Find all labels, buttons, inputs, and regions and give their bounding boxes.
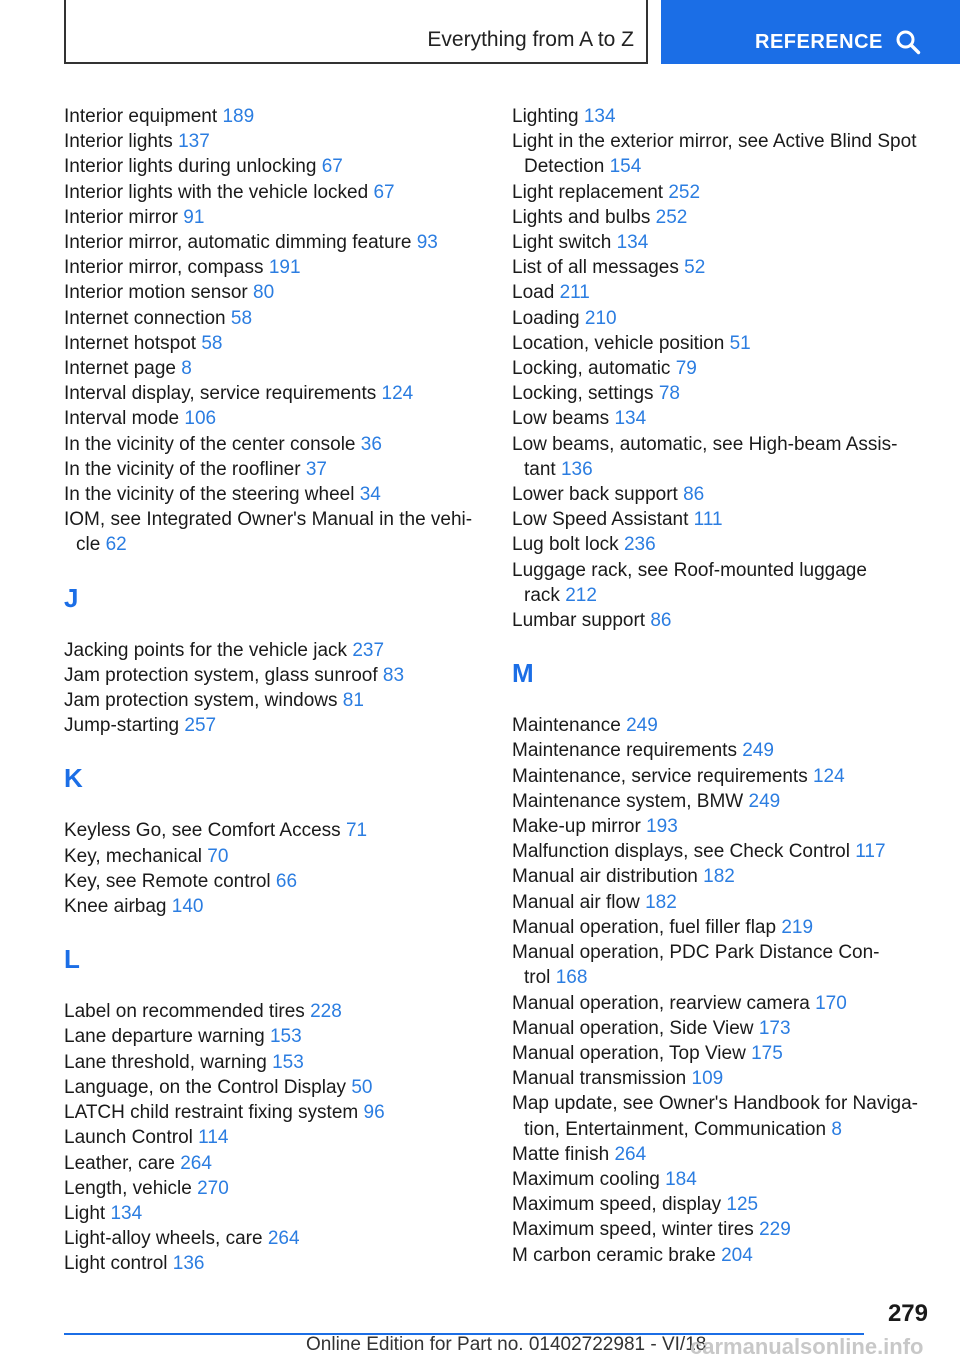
- index-entry-text: Manual air distribution: [512, 866, 698, 888]
- index-entry-text: Launch Control: [64, 1127, 193, 1149]
- index-entry: [512, 180, 932, 205]
- index-page-link[interactable]: 86: [650, 610, 672, 632]
- index-page-link[interactable]: 80: [253, 282, 275, 304]
- index-entry: [64, 457, 484, 482]
- index-page-link[interactable]: 204: [721, 1244, 753, 1266]
- index-entry-continuation: tant: [524, 458, 556, 480]
- index-entry-text: Internet hotspot: [64, 332, 197, 354]
- index-entry-text: Manual operation, fuel filler flap: [512, 916, 777, 938]
- index-page-link[interactable]: 109: [691, 1068, 724, 1090]
- index-entry-text: Knee airbag: [64, 896, 167, 918]
- index-entry: [64, 1151, 484, 1176]
- index-entry-text: Jam protection system, windows: [64, 690, 338, 712]
- index-entry-text: Interval display, service requirements: [64, 383, 377, 405]
- index-entry: [512, 1142, 932, 1167]
- index-entry: [64, 999, 484, 1024]
- index-page-link[interactable]: 249: [748, 790, 781, 812]
- index-page-link[interactable]: 134: [583, 106, 616, 127]
- index-entry-text: Interior lights: [64, 131, 173, 153]
- index-entry-text: Interior equipment: [64, 106, 218, 127]
- index-page-link[interactable]: 96: [363, 1102, 385, 1124]
- index-entry: [64, 713, 484, 738]
- index-entry: [512, 713, 932, 738]
- index-entry-text: Light in the exterior mirror, see Active Blind Spot: [512, 131, 917, 153]
- index-entry: [64, 638, 484, 663]
- header-section-box: [64, 0, 648, 64]
- index-entry: [64, 230, 484, 255]
- index-page-link[interactable]: 114: [198, 1127, 229, 1149]
- index-page-link[interactable]: 153: [272, 1051, 304, 1073]
- index-entry-text: Maintenance, service requirements: [512, 765, 808, 787]
- index-page-link[interactable]: 140: [171, 896, 204, 918]
- index-entry: [512, 864, 932, 889]
- index-entry: [512, 532, 932, 557]
- index-entry: [512, 915, 932, 940]
- index-page-link[interactable]: 83: [382, 664, 405, 686]
- index-page-link[interactable]: 51: [729, 332, 751, 354]
- index-entry: [512, 230, 932, 255]
- index-entry-text: Matte finish: [512, 1143, 610, 1165]
- index-page-link[interactable]: 184: [665, 1168, 697, 1190]
- index-page-link[interactable]: 270: [197, 1177, 229, 1199]
- index-entry: [512, 839, 932, 864]
- index-page-link[interactable]: 211: [559, 282, 590, 304]
- index-entry-text: Manual operation, Side View: [512, 1017, 754, 1039]
- index-entry-text: Lane departure warning: [64, 1026, 265, 1048]
- index-entry: [512, 1066, 932, 1091]
- index-entry: [512, 1243, 932, 1268]
- index-page-link[interactable]: 134: [110, 1202, 143, 1224]
- index-entry-text: In the vicinity of the steering wheel: [64, 484, 355, 506]
- index-entry-text: Luggage rack, see Roof-mounted luggage: [512, 559, 867, 581]
- index-letter-heading: M: [512, 658, 534, 689]
- index-entry: [512, 558, 932, 608]
- index-page-link[interactable]: 71: [345, 820, 368, 842]
- index-column-left: [64, 104, 484, 1277]
- index-entry-text: Maximum cooling: [512, 1168, 660, 1190]
- index-entry: [512, 507, 932, 532]
- index-page-link[interactable]: 125: [726, 1194, 759, 1216]
- index-entry-continuation: Detection: [524, 156, 605, 178]
- index-entry-text: Light replacement: [512, 181, 664, 203]
- index-entry: [512, 1041, 932, 1066]
- index-letter-heading: K: [64, 763, 83, 794]
- index-entry: [64, 1024, 484, 1049]
- index-entry: [512, 255, 932, 280]
- index-entry: [512, 738, 932, 763]
- index-entry: [512, 814, 932, 839]
- index-entry: [64, 1201, 484, 1226]
- index-page-link[interactable]: 175: [751, 1042, 783, 1064]
- index-page-link[interactable]: 117: [855, 841, 886, 863]
- edition-note: Online Edition for Part no. 01402722981 - VI/18: [306, 1334, 707, 1355]
- index-entry-text: Light: [64, 1202, 106, 1224]
- index-entry-continuation: tion, Entertainment, Communication: [524, 1118, 827, 1140]
- index-entry: [512, 764, 932, 789]
- index-page-link[interactable]: 50: [351, 1076, 373, 1098]
- index-page-link[interactable]: 111: [693, 509, 723, 531]
- index-entry-text: Maximum speed, display: [512, 1194, 722, 1216]
- index-letter-heading: J: [64, 582, 79, 613]
- index-entry-text: Low beams, automatic, see High-beam Assis-: [512, 433, 898, 455]
- index-entry-text: Make-up mirror: [512, 816, 641, 838]
- index-entry: [64, 869, 484, 894]
- index-entry-text: Manual operation, rearview camera: [512, 992, 810, 1014]
- index-entry: [512, 890, 932, 915]
- index-entry: [512, 789, 932, 814]
- index-entry: [64, 104, 484, 129]
- index-entry-text: Jam protection system, glass sunroof: [64, 664, 378, 686]
- index-entry-text: Interior mirror, compass: [64, 257, 264, 279]
- index-entry-text: Interior mirror: [64, 206, 179, 228]
- index-entry: [64, 1075, 484, 1100]
- index-page-link[interactable]: 182: [645, 891, 677, 913]
- index-entry-text: List of all messages: [512, 257, 679, 279]
- index-page-link[interactable]: 91: [183, 206, 205, 228]
- index-letter-heading: L: [64, 944, 80, 975]
- index-page-link[interactable]: 191: [268, 257, 301, 279]
- index-entry-text: Maintenance system, BMW: [512, 790, 744, 812]
- index-entry-text: Loading: [512, 307, 580, 329]
- index-page-link[interactable]: 93: [416, 232, 438, 254]
- index-entry-text: Light-alloy wheels, care: [64, 1228, 263, 1250]
- index-entry-text: Jacking points for the vehicle jack: [64, 639, 348, 661]
- index-page-link[interactable]: 237: [352, 639, 385, 661]
- index-entry: [512, 406, 932, 431]
- index-entry: [64, 1050, 484, 1075]
- index-page-link[interactable]: 124: [812, 765, 845, 787]
- index-page-link[interactable]: 228: [310, 1001, 342, 1023]
- index-entry: [512, 1192, 932, 1217]
- index-page-link[interactable]: 134: [614, 408, 647, 430]
- index-entry-continuation: rack: [524, 584, 560, 606]
- index-entry: [64, 154, 484, 179]
- index-page-link[interactable]: 182: [703, 866, 735, 888]
- index-entry-text: Interior lights during unlocking: [64, 156, 317, 178]
- index-entry: [64, 432, 484, 457]
- index-entry: [64, 1251, 484, 1276]
- index-entry-text: Manual operation, PDC Park Distance Con-: [512, 942, 880, 964]
- index-entry: [64, 255, 484, 280]
- index-entry-text: Maintenance: [512, 715, 621, 737]
- index-entry: [64, 844, 484, 869]
- index-page-link[interactable]: 153: [269, 1026, 302, 1048]
- index-entry: [64, 356, 484, 381]
- index-page-link[interactable]: 229: [759, 1219, 791, 1241]
- index-entry-text: Lower back support: [512, 484, 678, 506]
- index-entry-text: Interval mode: [64, 408, 180, 430]
- index-entry-text: Language, on the Control Display: [64, 1076, 347, 1098]
- index-entry-text: Low beams: [512, 408, 610, 430]
- index-page-link[interactable]: 86: [683, 484, 705, 506]
- index-entry-text: Key, see Remote control: [64, 870, 271, 892]
- index-entry-text: Interior lights with the vehicle locked: [64, 181, 369, 203]
- index-page-link[interactable]: 124: [381, 383, 414, 405]
- index-page-link[interactable]: 66: [275, 870, 298, 892]
- index-page-link[interactable]: 249: [742, 740, 774, 762]
- index-page-link[interactable]: 37: [305, 458, 327, 480]
- index-entry-text: Lighting: [512, 106, 579, 127]
- index-entry-text: Manual air flow: [512, 891, 640, 913]
- index-entry-text: Maintenance requirements: [512, 740, 737, 762]
- index-entry-text: Maximum speed, winter tires: [512, 1219, 754, 1241]
- index-entry-text: Leather, care: [64, 1152, 175, 1174]
- reference-tab[interactable]: [661, 0, 960, 64]
- index-entry: [64, 1125, 484, 1150]
- index-page-link[interactable]: 81: [342, 690, 364, 712]
- index-entry: [512, 129, 932, 179]
- index-page-link[interactable]: 236: [623, 534, 656, 556]
- index-page-link[interactable]: 79: [675, 358, 697, 380]
- index-page-link[interactable]: 264: [614, 1143, 647, 1165]
- index-page-link[interactable]: 170: [815, 992, 847, 1014]
- index-entry-text: Key, mechanical: [64, 845, 202, 867]
- index-page-link[interactable]: 137: [178, 131, 210, 153]
- index-entry-text: Load: [512, 282, 555, 304]
- index-page-link[interactable]: 252: [668, 181, 701, 203]
- index-entry: [64, 180, 484, 205]
- index-entry: [64, 406, 484, 431]
- index-entry: [64, 205, 484, 230]
- index-entry: [64, 331, 484, 356]
- search-icon[interactable]: [895, 29, 921, 55]
- index-entry-text: Map update, see Owner's Handbook for Naviga-: [512, 1093, 919, 1115]
- index-page-link[interactable]: 78: [658, 383, 680, 405]
- index-entry-text: In the vicinity of the center console: [64, 433, 356, 455]
- index-entry-text: LATCH child restraint fixing system: [64, 1102, 359, 1124]
- index-entry-text: Internet page: [64, 358, 176, 380]
- index-entry: [64, 381, 484, 406]
- index-page-link[interactable]: 210: [584, 307, 617, 329]
- index-entry: [512, 1167, 932, 1192]
- index-entry: [64, 663, 484, 688]
- watermark: carmanualsonline.info: [690, 1334, 924, 1359]
- index-page-link[interactable]: 106: [184, 408, 217, 430]
- index-entry-text: Lug bolt lock: [512, 534, 619, 556]
- index-entry-text: Location, vehicle position: [512, 332, 725, 354]
- index-page-link[interactable]: 173: [758, 1017, 791, 1039]
- index-entry: [512, 940, 932, 990]
- index-entry-text: Lumbar support: [512, 610, 646, 632]
- index-entry: [64, 688, 484, 713]
- index-entry-text: Light switch: [512, 232, 612, 254]
- index-entry-text: Light control: [64, 1253, 168, 1275]
- index-entry-text: Locking, automatic: [512, 358, 671, 380]
- index-entry: [512, 1016, 932, 1041]
- index-page-link[interactable]: 8: [181, 358, 192, 380]
- index-entry: [512, 356, 932, 381]
- index-entry: [512, 280, 932, 305]
- index-entry-text: Manual operation, Top View: [512, 1042, 746, 1064]
- index-page-link[interactable]: 168: [555, 967, 588, 989]
- index-entry: [512, 205, 932, 230]
- reference-tab-label: REFERENCE: [755, 31, 883, 53]
- index-entry-text: Manual transmission: [512, 1068, 687, 1090]
- index-entry-text: Interior mirror, automatic dimming feature: [64, 232, 412, 254]
- index-page-link[interactable]: 219: [781, 916, 814, 938]
- index-entry: [64, 482, 484, 507]
- index-page-link[interactable]: 58: [230, 307, 253, 329]
- index-entry: [512, 991, 932, 1016]
- index-entry: [512, 381, 932, 406]
- index-entry-text: Lane threshold, warning: [64, 1051, 267, 1073]
- index-entry: [512, 608, 932, 633]
- index-page-link[interactable]: 189: [222, 106, 255, 127]
- index-entry: [64, 1226, 484, 1251]
- index-entry: [64, 818, 484, 843]
- index-entry: [512, 1091, 932, 1141]
- index-entry: [512, 1217, 932, 1242]
- index-entry-text: Length, vehicle: [64, 1177, 192, 1199]
- index-page-link[interactable]: 136: [560, 458, 593, 480]
- index-page-link[interactable]: 58: [201, 332, 223, 354]
- index-page-link[interactable]: 212: [565, 584, 597, 606]
- index-entry: [512, 482, 932, 507]
- index-entry-continuation: trol: [524, 967, 551, 989]
- index-entry-text: IOM, see Integrated Owner's Manual in the vehi-: [64, 509, 473, 531]
- index-entry-text: Internet connection: [64, 307, 226, 329]
- index-page-link[interactable]: 264: [180, 1152, 212, 1174]
- index-entry: [64, 1100, 484, 1125]
- page-number: 279: [887, 1300, 928, 1327]
- index-entry-text: Jump-starting: [64, 715, 180, 737]
- index-entry: [64, 306, 484, 331]
- index-entry: [64, 507, 484, 557]
- index-entry-text: Malfunction displays, see Check Control: [512, 841, 850, 863]
- index-page-link[interactable]: 249: [626, 715, 658, 737]
- index-page-link[interactable]: 134: [616, 232, 649, 254]
- index-entry-text: In the vicinity of the roofliner: [64, 458, 301, 480]
- index-entry-text: Interior motion sensor: [64, 282, 248, 304]
- index-page-link[interactable]: 257: [184, 715, 217, 737]
- index-page-link[interactable]: 62: [105, 534, 127, 556]
- index-entry-text: Keyless Go, see Comfort Access: [64, 820, 341, 842]
- index-entry-text: Low Speed Assistant: [512, 509, 689, 531]
- index-page-link[interactable]: 136: [172, 1253, 205, 1275]
- index-entry: [64, 280, 484, 305]
- index-entry-text: Label on recommended tires: [64, 1001, 305, 1023]
- index-page-link[interactable]: 252: [655, 206, 688, 228]
- index-entry-text: Lights and bulbs: [512, 206, 651, 228]
- index-page-link[interactable]: 193: [646, 816, 678, 838]
- index-entry: [512, 432, 932, 482]
- index-entry-continuation: cle: [76, 534, 101, 556]
- index-page-link[interactable]: 154: [609, 156, 642, 178]
- index-entry-text: Locking, settings: [512, 383, 654, 405]
- index-column-right: [512, 104, 932, 1268]
- index-page-link[interactable]: 67: [321, 156, 343, 178]
- index-page-link[interactable]: 8: [831, 1118, 842, 1140]
- index-entry: [512, 306, 932, 331]
- index-entry: [64, 894, 484, 919]
- index-page-link[interactable]: 264: [267, 1228, 300, 1250]
- index-page-link[interactable]: 34: [359, 484, 381, 506]
- index-entry: [512, 104, 932, 129]
- index-entry: [512, 331, 932, 356]
- index-page-link[interactable]: 52: [684, 257, 706, 279]
- index-entry: [64, 1176, 484, 1201]
- index-page-link[interactable]: 67: [373, 181, 395, 203]
- section-title: Everything from A to Z: [427, 28, 634, 51]
- index-page-link[interactable]: 36: [360, 433, 382, 455]
- index-entry: [64, 129, 484, 154]
- index-page-link[interactable]: 70: [207, 845, 229, 867]
- index-entry-text: M carbon ceramic brake: [512, 1244, 716, 1266]
